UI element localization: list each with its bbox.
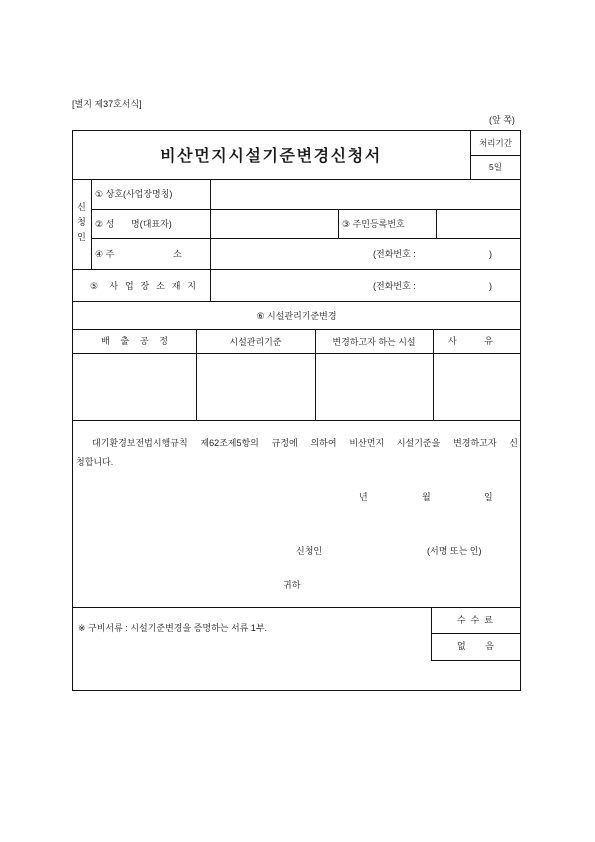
address-label-part1: ④ 주 — [95, 249, 115, 259]
grid-line — [338, 209, 339, 238]
grid-line — [72, 420, 521, 421]
name-field — [211, 210, 338, 238]
address-label-part2: 소 — [173, 249, 182, 259]
recipient-suffix: 귀하 — [283, 580, 301, 590]
page-side-label: (앞 쪽) — [489, 115, 515, 125]
applicant-group-label: 신청인 — [76, 201, 86, 247]
statement-line-2: 청합니다. — [76, 457, 114, 467]
table-cell-reason — [434, 354, 520, 420]
date-month-label: 월 — [422, 492, 431, 502]
table-cell-standard — [197, 354, 315, 420]
table-cell-facility — [316, 354, 433, 420]
date-year-label: 년 — [359, 492, 368, 502]
grid-line — [91, 179, 92, 269]
resident-number-label: ③ 주민등록번호 — [342, 219, 405, 229]
signature-hint: (서명 또는 인) — [427, 546, 482, 556]
table-cell-process — [73, 354, 196, 420]
address-phone-close: ) — [489, 249, 492, 259]
change-section-title: ⑥ 시설관리기준변경 — [256, 310, 337, 321]
required-documents-note: ※ 구비서류 : 시설기준변경을 증명하는 서류 1부. — [78, 623, 268, 633]
grid-line — [72, 607, 521, 608]
date-day-label: 일 — [484, 492, 493, 502]
column-header-standard: 시설관리기준 — [229, 336, 282, 347]
signature-applicant-label: 신청인 — [296, 546, 323, 556]
address-phone-open: (전화번호 : — [373, 249, 416, 259]
form-number: [별지 제37호서식] — [72, 99, 142, 109]
name-label-part2: 명(대표자) — [131, 219, 172, 229]
grid-line — [431, 607, 432, 660]
site-phone-open: (전화번호 : — [373, 281, 416, 291]
site-phone-close: ) — [489, 281, 492, 291]
processing-period-value: 5일 — [489, 162, 502, 172]
trade-name-field — [211, 180, 520, 209]
title-cell — [72, 130, 470, 179]
column-header-process: 배 출 공 정 — [101, 336, 168, 346]
fee-value: 없 음 — [457, 641, 494, 651]
fee-label: 수 수 료 — [457, 615, 493, 625]
grid-line — [431, 633, 521, 634]
grid-line — [72, 269, 521, 270]
site-location-label: ⑤ 사 업 장 소 재 지 — [90, 281, 196, 291]
trade-name-label: ① 상호(사업장명칭) — [95, 189, 173, 199]
applicant-group-cell — [72, 179, 91, 269]
processing-period-label: 처리기간 — [479, 137, 512, 148]
name-label-part1: ② 성 — [95, 219, 115, 229]
form-title: 비산먼지시설기준변경신청서 — [160, 148, 382, 165]
grid-line — [91, 238, 521, 239]
grid-line — [431, 660, 521, 661]
column-header-reason: 사 유 — [448, 336, 493, 346]
statement-line-1: 대기환경보전법시행규칙 제62조제5항의 규정에 의하여 비산먼지 시설기준을 변경하고자 신 — [92, 438, 518, 448]
column-header-facility: 변경하고자 하는 시설 — [332, 336, 416, 347]
resident-number-field — [437, 210, 520, 238]
